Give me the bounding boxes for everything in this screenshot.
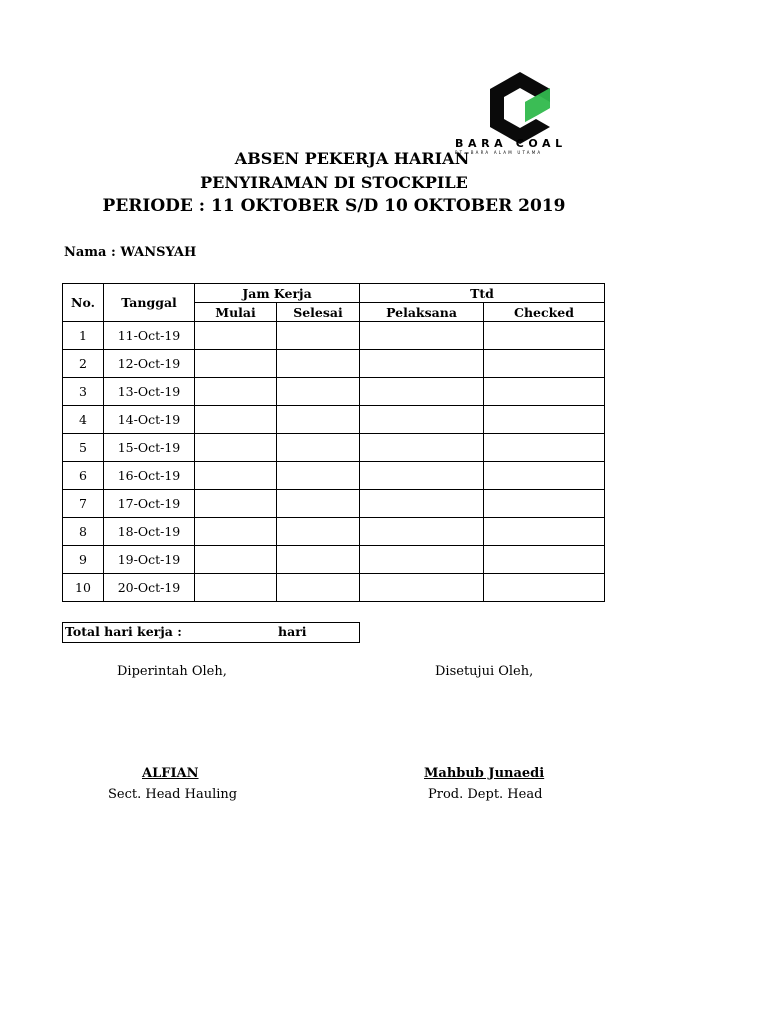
row-checked[interactable] xyxy=(484,378,605,406)
row-tanggal: 20-Oct-19 xyxy=(104,574,195,602)
table-row xyxy=(63,406,605,434)
row-pelaksana[interactable] xyxy=(360,350,484,378)
row-mulai[interactable] xyxy=(195,574,277,602)
row-pelaksana[interactable] xyxy=(360,462,484,490)
total-work-days xyxy=(62,622,360,643)
row-selesai[interactable] xyxy=(277,322,360,350)
row-mulai[interactable] xyxy=(195,546,277,574)
row-mulai[interactable] xyxy=(195,434,277,462)
col-mulai-header: Mulai xyxy=(195,303,277,322)
row-pelaksana[interactable] xyxy=(360,434,484,462)
row-tanggal: 11-Oct-19 xyxy=(104,322,195,350)
col-tanggal-header: Tanggal xyxy=(104,284,195,322)
row-checked[interactable] xyxy=(484,406,605,434)
row-tanggal: 13-Oct-19 xyxy=(104,378,195,406)
table-row xyxy=(63,462,605,490)
row-checked[interactable] xyxy=(484,322,605,350)
table-row xyxy=(63,490,605,518)
row-selesai[interactable] xyxy=(277,518,360,546)
row-selesai[interactable] xyxy=(277,378,360,406)
row-tanggal: 17-Oct-19 xyxy=(104,490,195,518)
doc-period: PERIODE : 11 OKTOBER S/D 10 OKTOBER 2019 xyxy=(102,196,566,216)
col-no-header: No. xyxy=(63,284,104,322)
row-no: 5 xyxy=(63,434,104,462)
row-pelaksana[interactable] xyxy=(360,378,484,406)
col-selesai-header: Selesai xyxy=(277,303,360,322)
table-row xyxy=(63,518,605,546)
table-row xyxy=(63,546,605,574)
table-row xyxy=(63,434,605,462)
col-pelaksana-header: Pelaksana xyxy=(360,303,484,322)
row-pelaksana[interactable] xyxy=(360,518,484,546)
row-checked[interactable] xyxy=(484,574,605,602)
row-no: 6 xyxy=(63,462,104,490)
row-pelaksana[interactable] xyxy=(360,322,484,350)
left-sign-caption: Diperintah Oleh, xyxy=(117,664,227,679)
row-no: 8 xyxy=(63,518,104,546)
col-checked-header: Checked xyxy=(484,303,605,322)
row-pelaksana[interactable] xyxy=(360,490,484,518)
group-jam-kerja-header: Jam Kerja xyxy=(195,284,360,303)
row-tanggal: 15-Oct-19 xyxy=(104,434,195,462)
row-mulai[interactable] xyxy=(195,350,277,378)
row-no: 2 xyxy=(63,350,104,378)
row-mulai[interactable] xyxy=(195,378,277,406)
table-row xyxy=(63,350,605,378)
worker-name: Nama : WANSYAH xyxy=(64,245,197,260)
row-mulai[interactable] xyxy=(195,406,277,434)
row-checked[interactable] xyxy=(484,546,605,574)
row-selesai[interactable] xyxy=(277,406,360,434)
row-checked[interactable] xyxy=(484,518,605,546)
row-no: 7 xyxy=(63,490,104,518)
row-checked[interactable] xyxy=(484,350,605,378)
table-row xyxy=(63,574,605,602)
row-pelaksana[interactable] xyxy=(360,574,484,602)
row-selesai[interactable] xyxy=(277,574,360,602)
row-checked[interactable] xyxy=(484,462,605,490)
row-mulai[interactable] xyxy=(195,322,277,350)
row-selesai[interactable] xyxy=(277,546,360,574)
right-signer-name: Mahbub Junaedi xyxy=(424,766,545,781)
total-unit: hari xyxy=(278,624,307,639)
row-pelaksana[interactable] xyxy=(360,406,484,434)
left-signer-name: ALFIAN xyxy=(142,766,199,781)
row-mulai[interactable] xyxy=(195,462,277,490)
logo-subtitle: PT. BARA ALAM UTAMA xyxy=(455,150,543,155)
row-no: 3 xyxy=(63,378,104,406)
row-tanggal: 19-Oct-19 xyxy=(104,546,195,574)
left-signer-title: Sect. Head Hauling xyxy=(108,787,238,802)
row-selesai[interactable] xyxy=(277,434,360,462)
group-ttd-header: Ttd xyxy=(360,284,605,303)
right-sign-caption: Disetujui Oleh, xyxy=(435,664,534,679)
row-no: 10 xyxy=(63,574,104,602)
logo-brand: BARA COAL xyxy=(455,137,567,150)
doc-subtitle: PENYIRAMAN DI STOCKPILE xyxy=(200,173,468,192)
row-checked[interactable] xyxy=(484,434,605,462)
row-mulai[interactable] xyxy=(195,490,277,518)
total-label: Total hari kerja : xyxy=(65,624,182,639)
table-row xyxy=(63,322,605,350)
row-mulai[interactable] xyxy=(195,518,277,546)
row-selesai[interactable] xyxy=(277,350,360,378)
row-no: 9 xyxy=(63,546,104,574)
attendance-table xyxy=(62,283,605,602)
row-tanggal: 18-Oct-19 xyxy=(104,518,195,546)
right-signer-title: Prod. Dept. Head xyxy=(428,787,543,802)
row-no: 1 xyxy=(63,322,104,350)
table-row xyxy=(63,378,605,406)
row-selesai[interactable] xyxy=(277,490,360,518)
row-tanggal: 16-Oct-19 xyxy=(104,462,195,490)
row-no: 4 xyxy=(63,406,104,434)
row-tanggal: 12-Oct-19 xyxy=(104,350,195,378)
row-pelaksana[interactable] xyxy=(360,546,484,574)
row-checked[interactable] xyxy=(484,490,605,518)
row-selesai[interactable] xyxy=(277,462,360,490)
doc-title: ABSEN PEKERJA HARIAN xyxy=(234,149,470,168)
row-tanggal: 14-Oct-19 xyxy=(104,406,195,434)
